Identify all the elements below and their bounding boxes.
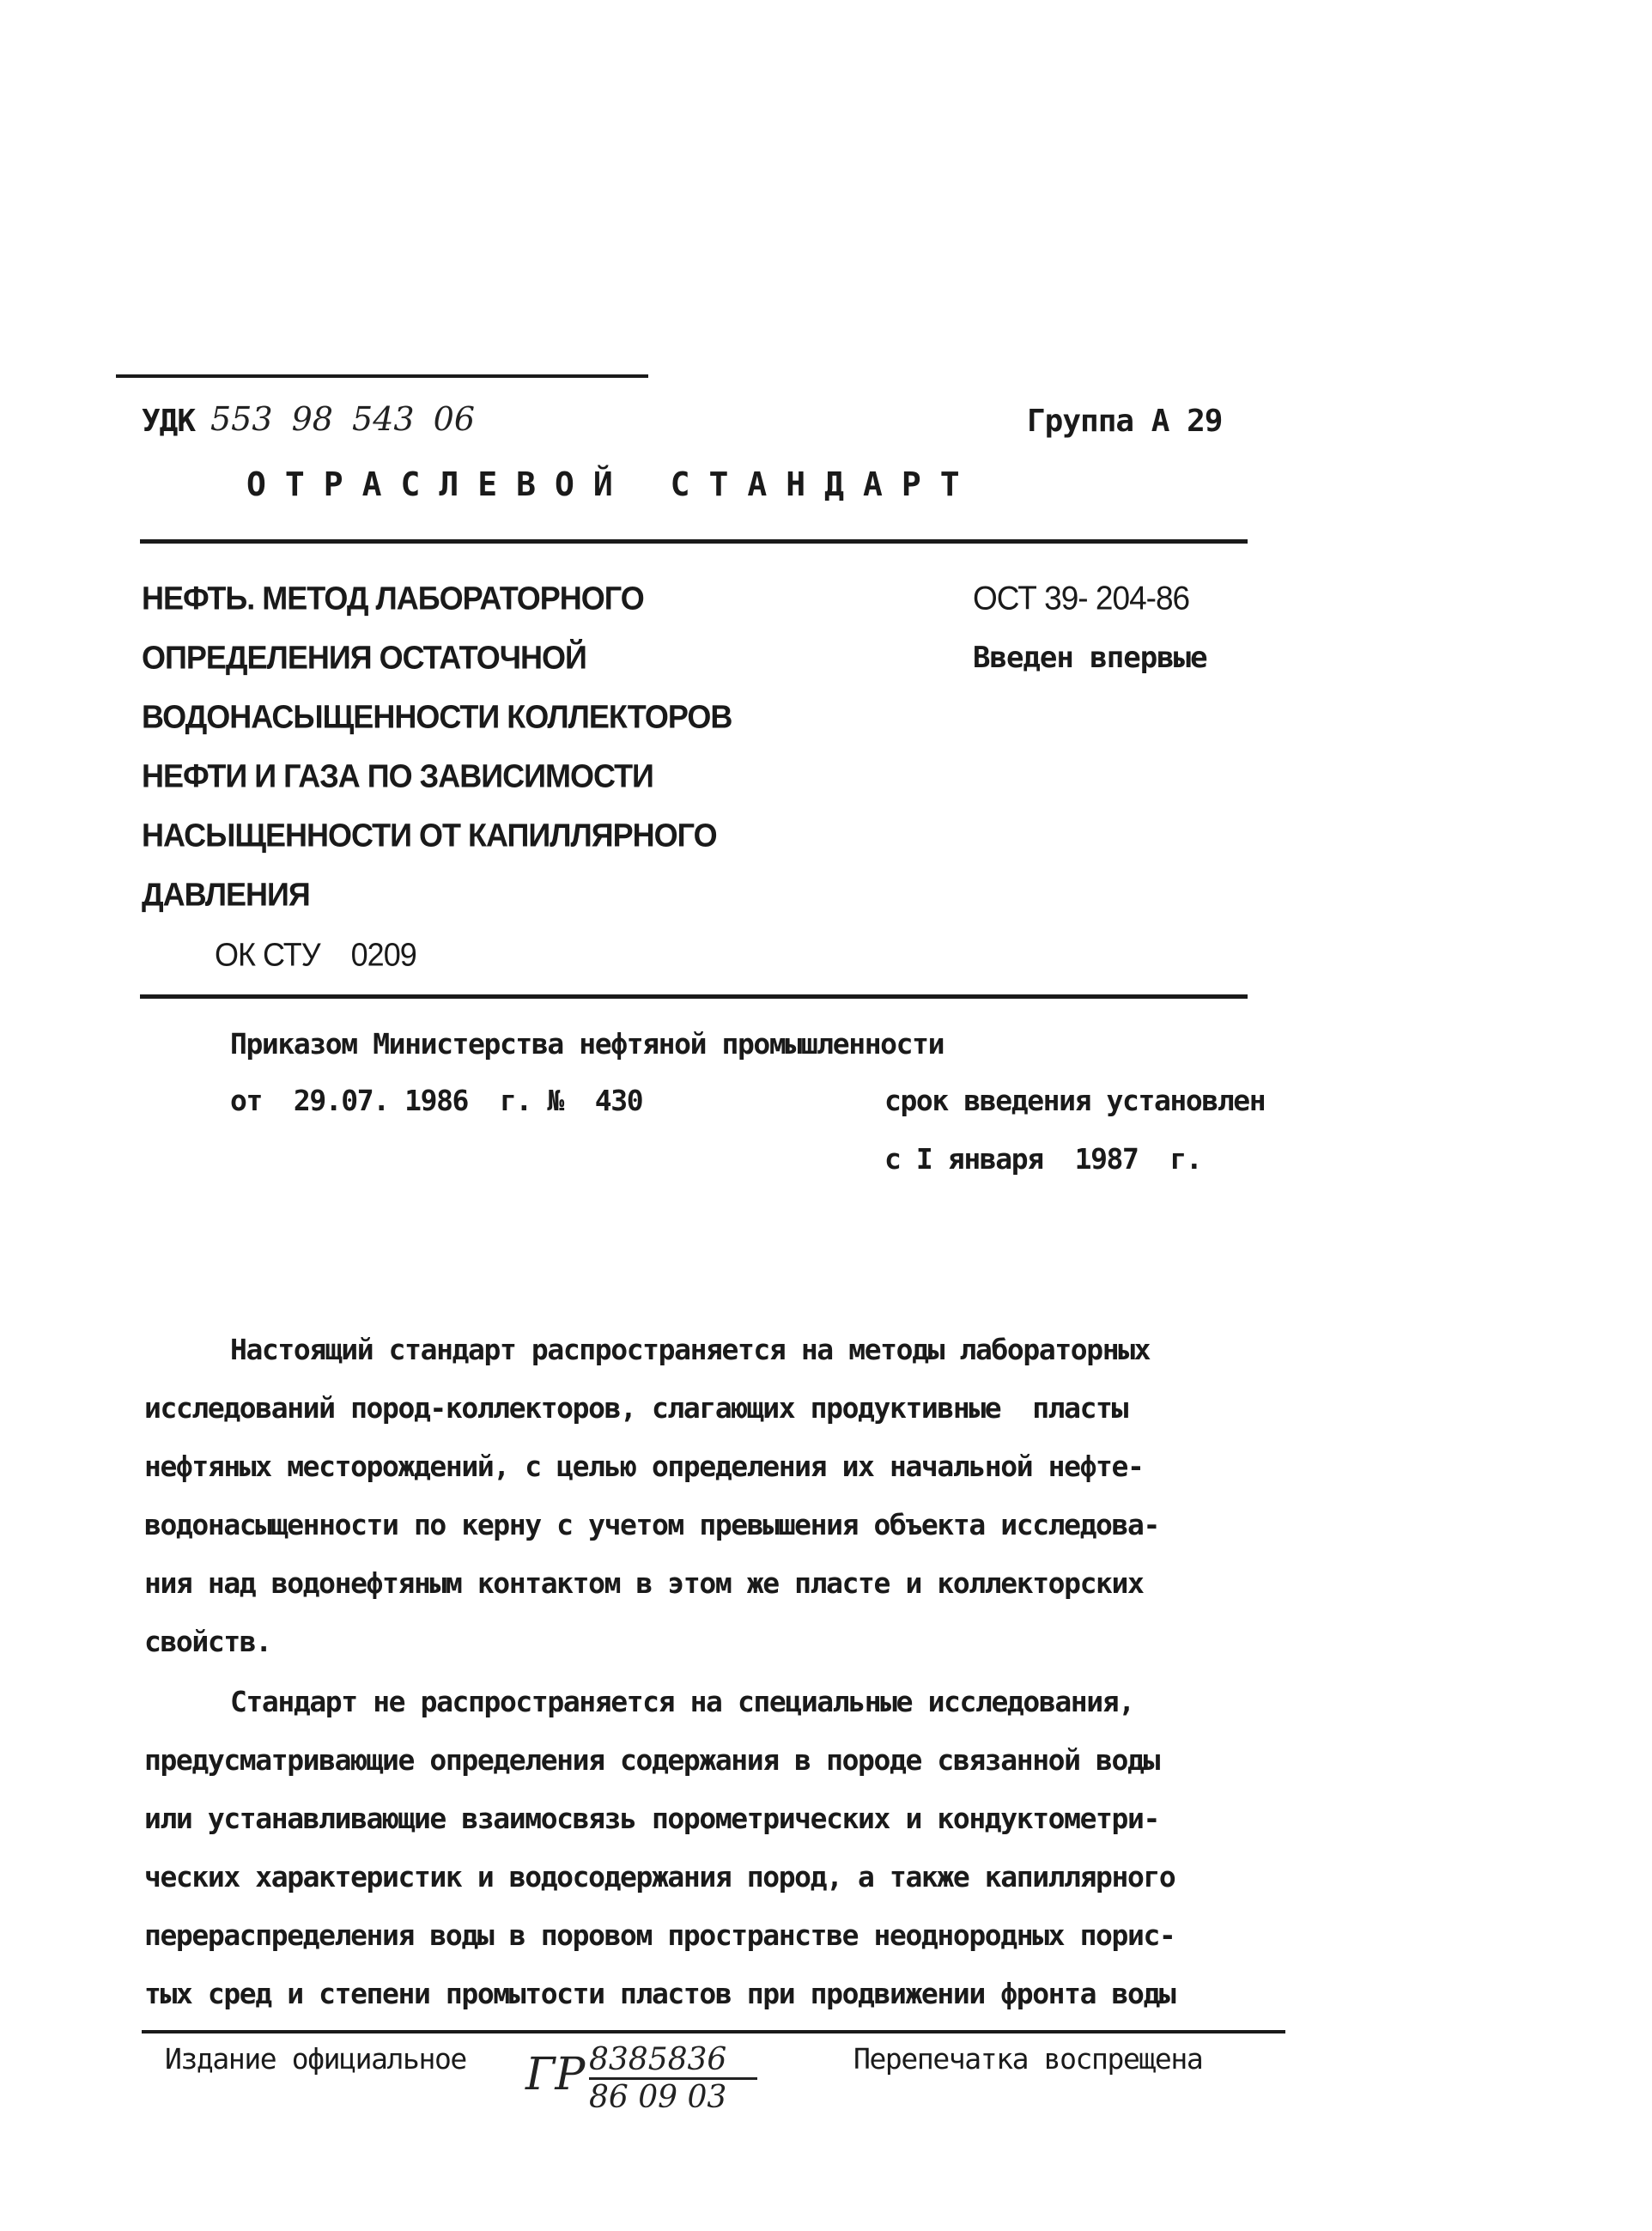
group-label: Группа А 29: [1027, 404, 1223, 439]
top-rule: [116, 374, 648, 378]
header-divider: [140, 539, 1248, 544]
title-line-1: НЕФТЬ. МЕТОД ЛАБОРАТОРНОГО: [142, 580, 644, 617]
para1-line-6: свойств.: [144, 1625, 271, 1658]
footer-official: Издание официальное: [165, 2042, 466, 2076]
okstu-code: ОК СТУ 0209: [215, 936, 416, 974]
para2-line-5: перераспределения воды в поровом пространстве неоднородных порис-: [144, 1918, 1175, 1952]
handwritten-date: 86 09 03: [589, 2080, 727, 2115]
title-line-3: ВОДОНАСЫЩЕННОСТИ КОЛЛЕКТОРОВ: [142, 698, 732, 736]
para2-line-1: Стандарт не распространяется на специальные исследования,: [230, 1685, 1134, 1718]
handwritten-prefix: ГР: [525, 2049, 586, 2100]
handwritten-number: 8385836: [589, 2042, 757, 2080]
footer-rule: [142, 2030, 1285, 2033]
footer-reprint: Перепечатка воспрещена: [853, 2042, 1203, 2076]
para1-line-4: водонасыщенности по керну с учетом превышения объекта исследова-: [144, 1508, 1159, 1541]
para2-line-6: тых сред и степени промытости пластов при продвижении фронта воды: [144, 1977, 1175, 2010]
order-line-1: Приказом Министерства нефтяной промышленности: [230, 1027, 944, 1061]
standard-type: ОТРАСЛЕВОЙ СТАНДАРТ: [246, 465, 979, 503]
introduced-first: Введен впервые: [973, 641, 1207, 675]
para1-line-3: нефтяных месторождений, с целью определения их начальной нефте-: [144, 1450, 1144, 1483]
order-line-2: от 29.07. 1986 г. № 430: [230, 1084, 643, 1117]
title-line-6: ДАВЛЕНИЯ: [142, 876, 310, 914]
para2-line-4: ческих характеристик и водосодержания пород, а также капиллярного: [144, 1860, 1175, 1894]
ost-number: ОСТ 39- 204-86: [973, 580, 1190, 617]
title-line-4: НЕФТИ И ГАЗА ПО ЗАВИСИМОСТИ: [142, 757, 653, 795]
term-line-1: срок введения установлен: [884, 1084, 1266, 1117]
para1-line-1: Настоящий стандарт распространяется на методы лабораторных: [230, 1333, 1151, 1366]
para2-line-3: или устанавливающие взаимосвязь порометрических и кондуктометри-: [144, 1802, 1159, 1835]
para2-line-2: предусматривающие определения содержания в породе связанной воды: [144, 1743, 1159, 1777]
term-line-2: с I января 1987 г.: [884, 1142, 1202, 1176]
title-divider: [140, 994, 1248, 999]
title-line-2: ОПРЕДЕЛЕНИЯ ОСТАТОЧНОЙ: [142, 639, 586, 677]
udk-number: 553 98 543 06: [210, 400, 476, 438]
para1-line-5: ния над водонефтяным контактом в этом же пласте и коллекторских: [144, 1566, 1144, 1600]
udk-label: УДК: [142, 404, 196, 439]
para1-line-2: исследований пород-коллекторов, слагающих продуктивные пласты: [144, 1391, 1127, 1425]
title-line-5: НАСЫЩЕННОСТИ ОТ КАПИЛЛЯРНОГО: [142, 817, 717, 854]
